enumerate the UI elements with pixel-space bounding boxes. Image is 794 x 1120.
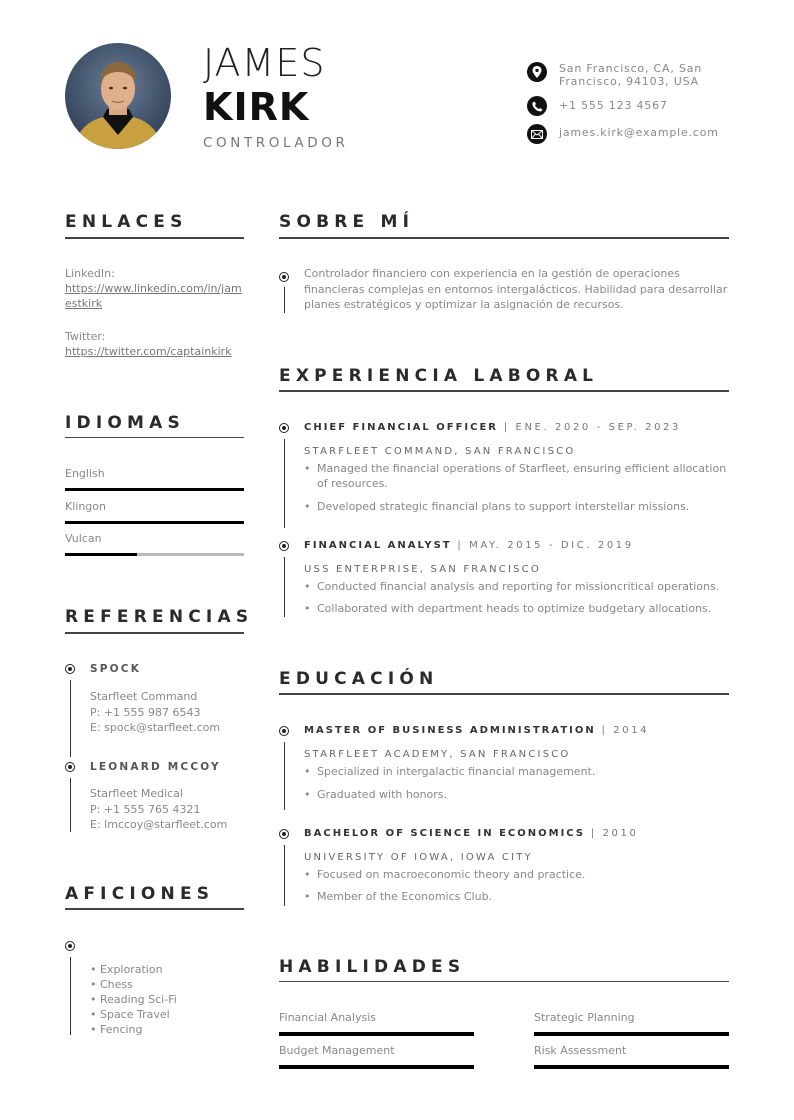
skill-name: Budget Management	[279, 1044, 395, 1057]
divider	[65, 437, 244, 438]
language-klingon	[65, 500, 244, 524]
skill-name: Strategic Planning	[534, 1011, 635, 1024]
skill-level-bar	[534, 1065, 729, 1069]
languages-heading: IDIOMAS	[65, 413, 185, 433]
skill-item	[279, 1044, 474, 1069]
timeline-dot-icon	[279, 726, 289, 736]
education-year: | 2010	[585, 828, 639, 839]
portrait-photo	[65, 43, 171, 149]
job-dates: | MAY. 2015 - DIC. 2019	[451, 540, 634, 551]
education-heading: EDUCACIÓN	[279, 669, 439, 689]
job-company: STARFLEET COMMAND, SAN FRANCISCO	[304, 446, 576, 457]
about-heading: SOBRE MÍ	[279, 212, 415, 232]
timeline-dot-icon	[279, 423, 289, 433]
hobby-item: • Exploration	[90, 963, 163, 976]
timeline-line	[284, 742, 286, 810]
school: STARFLEET ACADEMY, SAN FRANCISCO	[304, 749, 571, 760]
reference-details	[90, 786, 227, 833]
reference-org: Starfleet Command	[90, 690, 198, 703]
skill-item	[279, 1011, 474, 1036]
timeline-dot-icon	[65, 762, 75, 772]
divider	[65, 632, 244, 634]
timeline-line	[284, 439, 286, 528]
education-entry-title	[304, 725, 649, 736]
job-entry-title	[304, 422, 681, 433]
email-text[interactable]: james.kirk@example.com	[559, 126, 719, 139]
skills-heading: HABILIDADES	[279, 957, 466, 977]
job-bullet: • Managed the financial operations of Starfleet, ensuring efficient allocation of resources.	[304, 462, 727, 490]
links-heading: ENLACES	[65, 212, 188, 232]
twitter-link[interactable]: https://twitter.com/captainkirk	[65, 345, 232, 358]
language-level-bar	[65, 521, 244, 524]
skill-level-bar	[534, 1032, 729, 1036]
references-heading: REFERENCIAS	[65, 607, 254, 627]
divider	[65, 908, 244, 910]
reference-org: Starfleet Medical	[90, 787, 183, 800]
language-name: English	[65, 467, 105, 480]
reference-details	[90, 689, 220, 736]
twitter-label: Twitter:	[65, 330, 106, 343]
skill-item	[534, 1011, 729, 1036]
job-role: FINANCIAL ANALYST	[304, 540, 452, 551]
school: UNIVERSITY OF IOWA, IOWA CITY	[304, 852, 533, 863]
timeline-line	[70, 957, 72, 1035]
education-bullets	[304, 867, 729, 904]
timeline-line	[284, 845, 286, 906]
avatar	[65, 43, 171, 149]
hobby-item: • Space Travel	[90, 1008, 170, 1021]
education-bullet: • Specialized in intergalactic financial management.	[304, 765, 596, 778]
divider	[279, 390, 729, 392]
language-name: Klingon	[65, 500, 106, 513]
degree: BACHELOR OF SCIENCE IN ECONOMICS	[304, 828, 586, 839]
reference-name: LEONARD MCCOY	[90, 761, 221, 773]
divider	[279, 981, 729, 982]
timeline-dot-icon	[279, 272, 289, 282]
timeline-dot-icon	[279, 829, 289, 839]
divider	[279, 693, 729, 695]
divider	[279, 237, 729, 239]
reference-phone: P: +1 555 765 4321	[90, 802, 201, 816]
skill-name: Financial Analysis	[279, 1011, 376, 1024]
linkedin-label: LinkedIn:	[65, 267, 115, 280]
job-company: USS ENTERPRISE, SAN FRANCISCO	[304, 564, 541, 575]
experience-heading: EXPERIENCIA LABORAL	[279, 366, 599, 386]
contact-email	[527, 124, 719, 144]
job-dates: | ENE. 2020 - SEP. 2023	[498, 422, 681, 433]
language-level-bar	[65, 488, 244, 491]
contact-address	[527, 62, 719, 88]
reference-email: E: lmccoy@starfleet.com	[90, 818, 228, 831]
language-level-bar	[65, 553, 244, 556]
language-english	[65, 467, 244, 491]
about-text: Controlador financiero con experiencia en la gestión de operaciones financieras complejas en entornos intergalácticos. Habilidad para desarrollar planes estratégicos y optimizar la asignación de recursos.	[304, 267, 728, 311]
education-bullet: • Graduated with honors.	[304, 788, 448, 801]
reference-email: E: spock@starfleet.com	[90, 721, 221, 734]
first-name: JAMES	[203, 41, 326, 85]
job-entry-title	[304, 540, 634, 551]
links-list	[65, 266, 244, 359]
education-bullet: • Member of the Economics Club.	[304, 890, 493, 903]
email-icon	[527, 124, 547, 144]
hobby-item: • Chess	[90, 978, 133, 991]
skill-level-bar	[279, 1032, 474, 1036]
linkedin-link[interactable]: https://www.linkedin.com/in/jamestkirk	[65, 282, 242, 310]
education-entry-title	[304, 828, 638, 839]
phone-icon	[527, 96, 547, 116]
skill-level-bar	[279, 1065, 474, 1069]
job-bullets	[304, 579, 729, 616]
education-bullets	[304, 764, 729, 802]
job-title: CONTROLADOR	[203, 135, 349, 151]
job-bullet: • Developed strategic financial plans to support interstellar missions.	[304, 500, 690, 513]
education-bullet: • Focused on macroeconomic theory and practice.	[304, 868, 586, 881]
hobbies-heading: AFICIONES	[65, 884, 215, 904]
language-name: Vulcan	[65, 532, 102, 545]
last-name: KIRK	[203, 85, 310, 129]
timeline-dot-icon	[65, 941, 75, 951]
hobby-item: • Fencing	[90, 1023, 143, 1036]
address-text: San Francisco, CA, San Francisco, 94103, USA	[559, 62, 703, 88]
timeline-line	[284, 557, 286, 617]
timeline-line	[70, 680, 72, 757]
language-vulcan	[65, 532, 244, 556]
job-bullets	[304, 461, 729, 514]
skill-item	[534, 1044, 729, 1069]
reference-phone: P: +1 555 987 6543	[90, 705, 201, 719]
job-bullet: • Conducted financial analysis and reporting for missioncritical operations.	[304, 580, 720, 593]
contact-phone	[527, 96, 719, 116]
job-bullet: • Collaborated with department heads to optimize budgetary allocations.	[304, 602, 712, 615]
timeline-dot-icon	[65, 664, 75, 674]
job-role: CHIEF FINANCIAL OFFICER	[304, 422, 499, 433]
timeline-dot-icon	[279, 541, 289, 551]
skill-name: Risk Assessment	[534, 1044, 627, 1057]
degree: MASTER OF BUSINESS ADMINISTRATION	[304, 725, 596, 736]
timeline-line	[284, 287, 286, 313]
hobbies-list	[90, 962, 177, 1037]
education-year: | 2014	[595, 725, 650, 736]
divider	[65, 237, 244, 239]
hobby-item: • Reading Sci-Fi	[90, 993, 177, 1006]
timeline-line	[70, 778, 72, 832]
reference-name: SPOCK	[90, 663, 142, 675]
location-icon	[527, 62, 547, 82]
phone-text[interactable]: +1 555 123 4567	[559, 99, 668, 112]
